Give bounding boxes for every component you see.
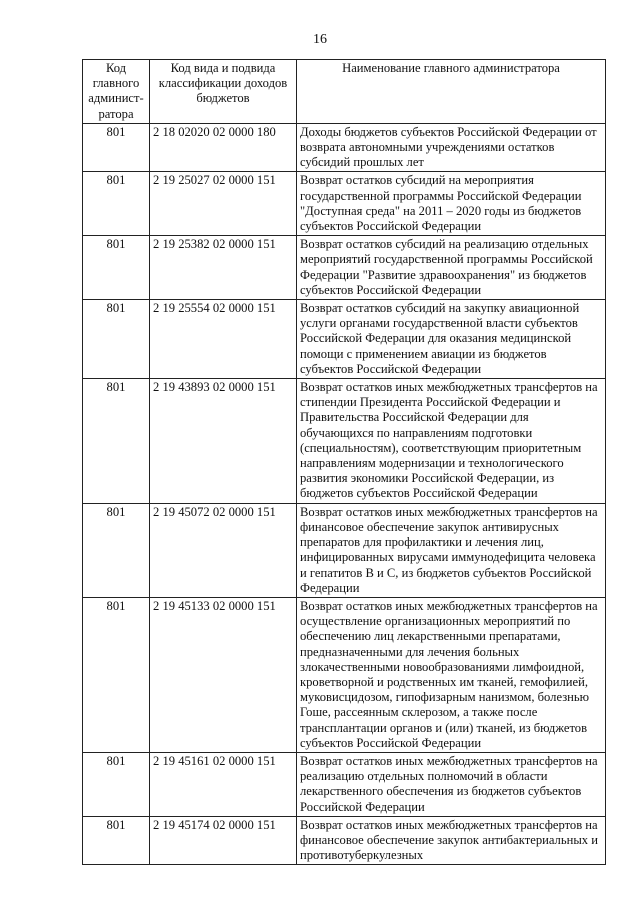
cell-admin-name: Возврат остатков субсидий на закупку авиационной услуги органами государственной власти субъектов Российской Федерации для оказания медицинской помощи с применением авиации из бюджетов субъектов Российской Федерации	[297, 300, 606, 379]
cell-admin-name: Возврат остатков иных межбюджетных трансфертов на осуществление организационных мероприятий по обеспечению лиц лекарственными препаратами, предназначенными для лечения больных злокачественными новообразованиями лимфоидной, кроветворной и родственных им тканей, гемофилией, муковисцидозом, гипофизарным нанизмом, болезнью Гоше, рассеянным склерозом, а также после трансплантации органов и (или) тканей, из бюджетов субъектов Российской Федерации	[297, 597, 606, 752]
table-row	[83, 597, 606, 752]
cell-income-code: 2 18 02020 02 0000 180	[150, 123, 297, 172]
table-row	[83, 123, 606, 172]
cell-income-code: 2 19 25382 02 0000 151	[150, 236, 297, 300]
cell-admin-code: 801	[83, 300, 150, 379]
cell-admin-code: 801	[83, 503, 150, 597]
table-header-row	[83, 60, 606, 124]
cell-income-code: 2 19 45133 02 0000 151	[150, 597, 297, 752]
cell-admin-code: 801	[83, 597, 150, 752]
header-admin-code: Код главного админист-ратора	[83, 60, 150, 124]
cell-admin-code: 801	[83, 172, 150, 236]
cell-admin-name: Возврат остатков иных межбюджетных трансфертов на финансовое обеспечение закупок антибактериальных и противотуберкулезных	[297, 816, 606, 865]
table-row	[83, 379, 606, 504]
cell-income-code: 2 19 45161 02 0000 151	[150, 752, 297, 816]
cell-admin-name: Возврат остатков иных межбюджетных трансфертов на финансовое обеспечение закупок антивирусных препаратов для профилактики и лечения лиц, инфицированных вирусами иммунодефицита человека и гепатитов В и С, из бюджетов субъектов Российской Федерации	[297, 503, 606, 597]
cell-admin-code: 801	[83, 236, 150, 300]
cell-income-code: 2 19 43893 02 0000 151	[150, 379, 297, 504]
cell-income-code: 2 19 25554 02 0000 151	[150, 300, 297, 379]
header-admin-name: Наименование главного администратора	[297, 60, 606, 124]
cell-admin-code: 801	[83, 123, 150, 172]
cell-admin-name: Возврат остатков субсидий на реализацию отдельных мероприятий государственной программы Российской Федерации "Развитие здравоохранения" из бюджетов субъектов Российской Федерации	[297, 236, 606, 300]
table-row	[83, 172, 606, 236]
table-row	[83, 816, 606, 865]
page-number: 16	[313, 32, 327, 47]
cell-admin-code: 801	[83, 379, 150, 504]
header-income-code: Код вида и подвида классификации доходов бюджетов	[150, 60, 297, 124]
cell-admin-name: Возврат остатков иных межбюджетных трансфертов на стипендии Президента Российской Федерации и Правительства Российской Федерации для обучающихся по направлениям подготовки (специальностям), соответствующим приоритетным направлениям модернизации и технологического развития экономики Российской Федерации, из бюджетов субъектов Российской Федерации	[297, 379, 606, 504]
table-row	[83, 503, 606, 597]
cell-income-code: 2 19 25027 02 0000 151	[150, 172, 297, 236]
table-row	[83, 300, 606, 379]
cell-income-code: 2 19 45072 02 0000 151	[150, 503, 297, 597]
administrators-table	[82, 59, 606, 865]
cell-income-code: 2 19 45174 02 0000 151	[150, 816, 297, 865]
cell-admin-code: 801	[83, 816, 150, 865]
cell-admin-name: Возврат остатков иных межбюджетных трансфертов на реализацию отдельных полномочий в области лекарственного обеспечения из бюджетов субъектов Российской Федерации	[297, 752, 606, 816]
cell-admin-name: Доходы бюджетов субъектов Российской Федерации от возврата автономными учреждениями остатков субсидий прошлых лет	[297, 123, 606, 172]
table-row	[83, 752, 606, 816]
cell-admin-name: Возврат остатков субсидий на мероприятия государственной программы Российской Федерации "Доступная среда" на 2011 – 2020 годы из бюджетов субъектов Российской Федерации	[297, 172, 606, 236]
table-row	[83, 236, 606, 300]
cell-admin-code: 801	[83, 752, 150, 816]
